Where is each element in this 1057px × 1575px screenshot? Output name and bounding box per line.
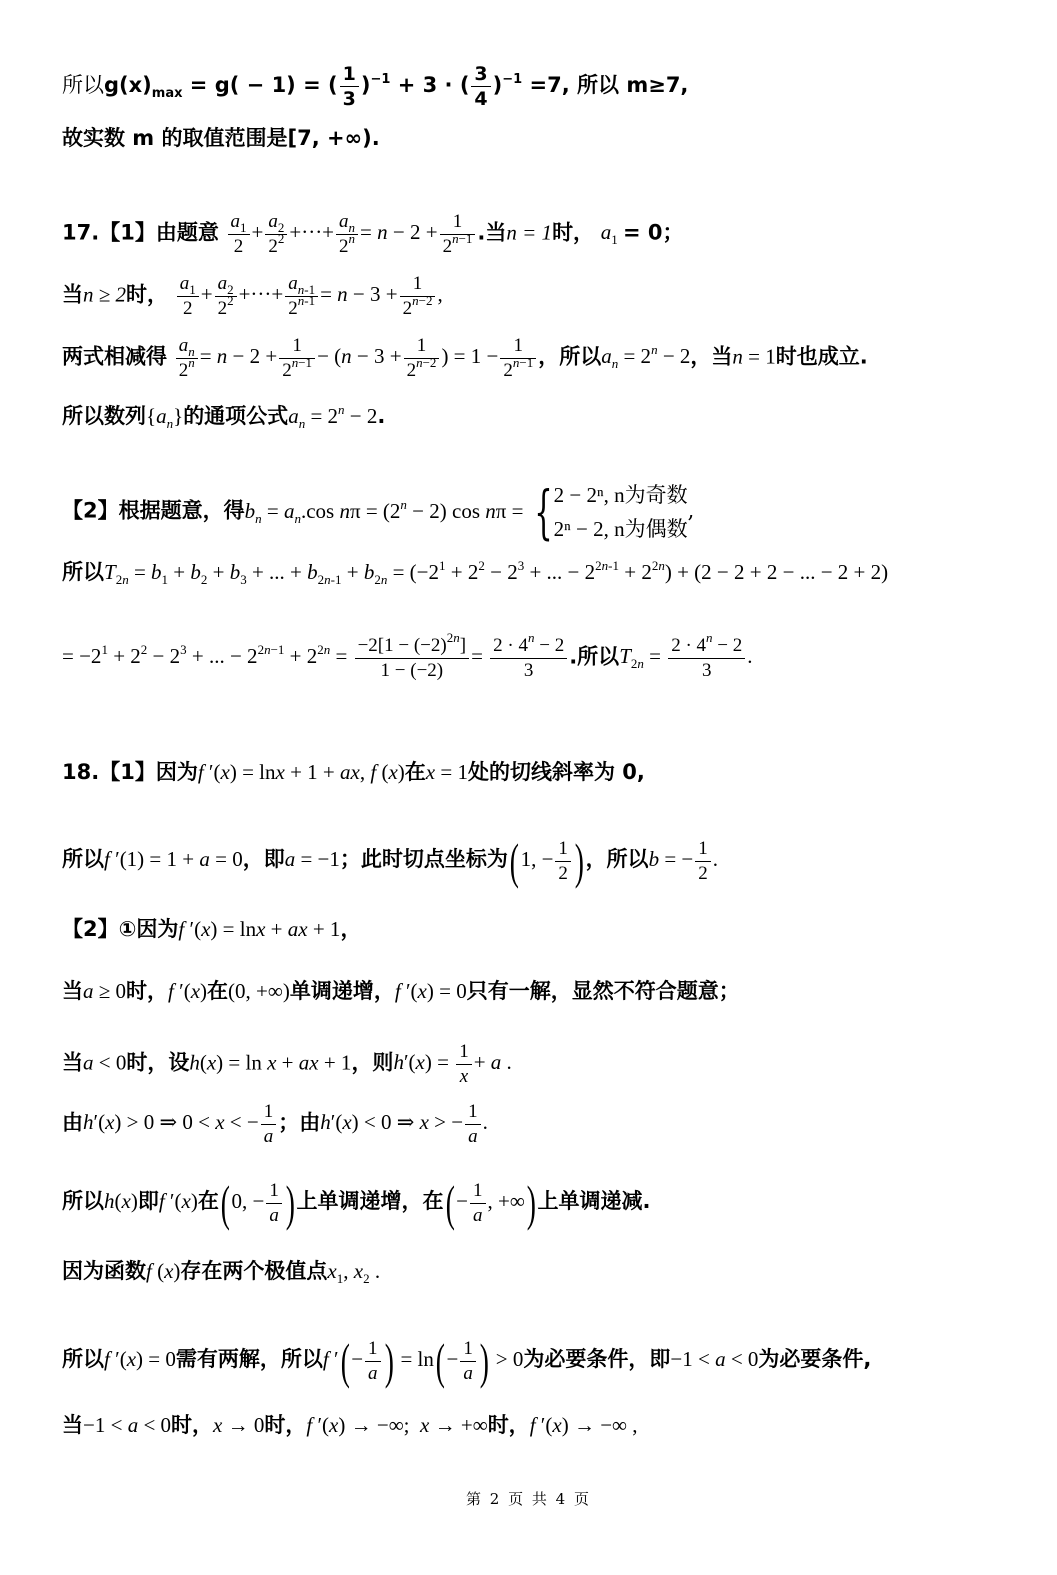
t: 时， (487, 1413, 530, 1437)
t: 【2】①因为 (62, 917, 179, 941)
q18-line1: 18.【1】因为f ′(x) = lnx + 1 + ax, f (x)在x = 1处的切线斜率为 0, (62, 760, 645, 784)
t: 当 (62, 1050, 83, 1075)
line-gmax (62, 62, 688, 111)
q18-line9: 所以f ′(x) = 0需有两解，所以f ′(− $\frac{1}{a}$ ) = ln(− $\frac{1}{a}$ ) > 0为必要条件，即−1 < a < 0为必要条件, (62, 1333, 872, 1389)
sum-formula-2: $\frac{a_1}{2}$ + $\frac{a_2}{2^2}$ +···+ $\frac{a_{n-1}}{2^{n-1}}$ = n − 3 + $\frac{1}{2^{n-2}}$ , (175, 282, 443, 306)
max-sub: max (151, 86, 183, 101)
t: 在 (404, 760, 426, 784)
cond: n ≥ 2 (83, 282, 127, 307)
n1: n = 1 (506, 220, 553, 245)
cases (554, 478, 688, 546)
t: 【2】根据题意，得 (62, 498, 245, 523)
t: 存在两个极值点 (180, 1259, 328, 1283)
q18-line8: 因为函数f (x)存在两个极值点$x_1$, $x_2$ . (62, 1259, 381, 1286)
t: 当 (62, 1413, 83, 1437)
case-odd: 2 − 2ⁿ, n为奇数 (553, 483, 688, 507)
t: 所以 (62, 560, 104, 584)
q17-line2 (62, 272, 443, 321)
num: 3 (471, 62, 490, 87)
line-range (62, 124, 380, 152)
t: ，当 (690, 344, 733, 369)
t: 需有两解，所以 (175, 1346, 323, 1371)
t: 只有一解，显然不符合题意； (466, 979, 740, 1003)
frac-3-4 (471, 62, 490, 111)
q17-T2n: 所以$T_{2n} = b_1 + b_2 + b_3$ + ... + $b_{2n-1} + b_{2n} = (-2^1 + 2^2 - 2^3$ + ... − $2^{2n-1} + 2^{2n}) + (2 - 2 + 2$ − ... − 2 + 2) (62, 558, 889, 587)
t: 当 (62, 282, 83, 307)
t: 所以数列 (62, 404, 146, 428)
t: ；由 (278, 1110, 321, 1135)
t: ，即 (242, 846, 285, 871)
t: 时， (264, 1413, 307, 1437)
t: 处的切线斜率为 0, (467, 760, 645, 784)
t: 时， (171, 1413, 214, 1437)
q17-line1: 17.【1】由题意 $\frac{a_1}{2}$ + $\frac{a_2}{2^2}$ +···+ $\frac{a_n}{2^n}$ = n − 2 + $\frac{1}{2^{n-1}}$ .当n = 1时， $a_1 = 0$； (62, 211, 684, 257)
case-even: 2ⁿ − 2, n为偶数 (553, 517, 688, 541)
t: ，则 (351, 1050, 394, 1075)
den: 3 (342, 88, 356, 110)
text: 所以 (62, 73, 104, 97)
t: .当 (477, 220, 507, 245)
t: ， (340, 917, 362, 941)
q17-line4: 所以数列$\{a_n\}$的通项公式$a_n = 2^n - 2$. (62, 402, 386, 431)
t: = 0； (623, 220, 684, 245)
q18-line4: 当a ≥ 0时，f ′(x)在(0, +∞)单调递增，f ′(x) = 0只有一解，显然不符合题意； (62, 979, 740, 1003)
q18-line10: 当−1 < a < 0时，x → 0时，f ′(x) → −∞; x → +∞时，f ′(x) → −∞ , (62, 1413, 638, 1437)
t: 时也成立. (775, 344, 868, 369)
t: 为必要条件，即 (523, 1346, 671, 1371)
q17-T2n-result: = $-2^1 + 2^2 - 2^3$ + ... − $2^{2n-1} + 2^{2n}$ = $\frac{-2[1 - (-2)^{2n}]}{1 - (-2)}$ = $\frac{2 \cdot 4^n - 2}{3}$ .所以$T_{2n}$ = $\frac{2 \cdot 4^n - 2}{3}$ . (62, 630, 753, 681)
t: 两式相减得 (62, 344, 167, 369)
t: 在 (207, 979, 229, 1003)
t: 由 (62, 1110, 83, 1135)
q17-line3: 两式相减得 $\frac{a_n}{2^n}$ = n − 2 + $\frac{1}{2^{n-1}}$ − (n − 3 + $\frac{1}{2^{n-2}}$ ) = 1 − $\frac{1}{2^{n-1}}$ ，所以$a_n = 2^n - 2$，当n = 1时也成立. (62, 335, 868, 381)
t: 为必要条件, (758, 1346, 872, 1371)
frac-1-3 (340, 62, 359, 111)
q18-line2: 所以f ′(1) = 1 + a = 0，即a = −1；此时切点坐标为(1, − $\frac{1}{2}$ )，所以b = − $\frac{1}{2}$ . (62, 833, 718, 889)
t: ；此时切点坐标为 (339, 846, 508, 871)
conclusion: =7, 所以 m≥7, (522, 73, 689, 97)
paren2: ) (492, 73, 503, 97)
subtract-formula: $\frac{a_n}{2^n}$ = n − 2 + $\frac{1}{2^{n-1}}$ − (n − 3 + $\frac{1}{2^{n-2}}$ ) = 1 − $\frac{1}{2^{n-1}}$ (174, 344, 539, 368)
paren: ) (360, 73, 371, 97)
q17-label: 17.【1】由题意 (62, 220, 219, 245)
t: 时， (126, 282, 169, 307)
q18-part2: 【2】①因为f ′(x) = lnx + ax + 1， (62, 917, 362, 941)
t: 的通项公式 (183, 404, 289, 428)
t: 单调递增， (289, 979, 395, 1003)
text: 故实数 m 的取值范围是[7, +∞). (62, 126, 380, 150)
q18-line5: 当a < 0时，设h(x) = ln x + ax + 1，则h′(x) = $\frac{1}{x}$ + a . (62, 1041, 512, 1087)
t: .所以 (569, 644, 620, 669)
t: 上单调递减. (537, 1188, 651, 1213)
num: 1 (340, 62, 359, 87)
exp: −1 (370, 72, 391, 87)
q17-part2: 【2】根据题意，得$b_n = a_n.\cos$ $n\pi = (2^n - 2)$ cos nπ = { 2 − 2ⁿ, n为奇数 2ⁿ − 2, n为偶数 , (62, 478, 695, 546)
t: 所以 (62, 846, 104, 871)
t: 上单调递增，在 (296, 1188, 444, 1213)
t: 时，设 (126, 1050, 190, 1075)
q18-line7: 所以h(x)即f ′(x)在(0, − $\frac{1}{a}$ )上单调递增，在(− $\frac{1}{a}$ , +∞)上单调递减. (62, 1175, 651, 1231)
t: ，所以 (585, 846, 649, 871)
q18-line6: 由h′(x) > 0 ⇒ 0 < x < − $\frac{1}{a}$ ；由h′(x) < 0 ⇒ x > − $\frac{1}{a}$ . (62, 1101, 488, 1147)
t: 因为函数 (62, 1259, 146, 1283)
sum-formula: $\frac{a_1}{2}$ + $\frac{a_2}{2^2}$ +···+ $\frac{a_n}{2^n}$ = n − 2 + $\frac{1}{2^{n-1}}$ (226, 220, 478, 244)
den: 4 (474, 88, 488, 110)
t: 时， (126, 979, 169, 1003)
expr2: + 3 · ( (390, 73, 470, 97)
q18-label: 18.【1】因为 (62, 760, 198, 784)
exp2: −1 (502, 72, 523, 87)
t: 即 (137, 1188, 159, 1213)
expr: = g( − 1) = ( (182, 73, 338, 97)
page-footer: 第 2 页 共 4 页 (466, 1490, 591, 1508)
t: 时， (552, 220, 595, 245)
t: 在 (197, 1188, 219, 1213)
t: 所以 (62, 1188, 104, 1213)
t: 所以 (62, 1346, 104, 1371)
t: 当 (62, 979, 83, 1003)
t: ，所以 (538, 344, 602, 369)
g-x: g(x) (104, 73, 152, 97)
